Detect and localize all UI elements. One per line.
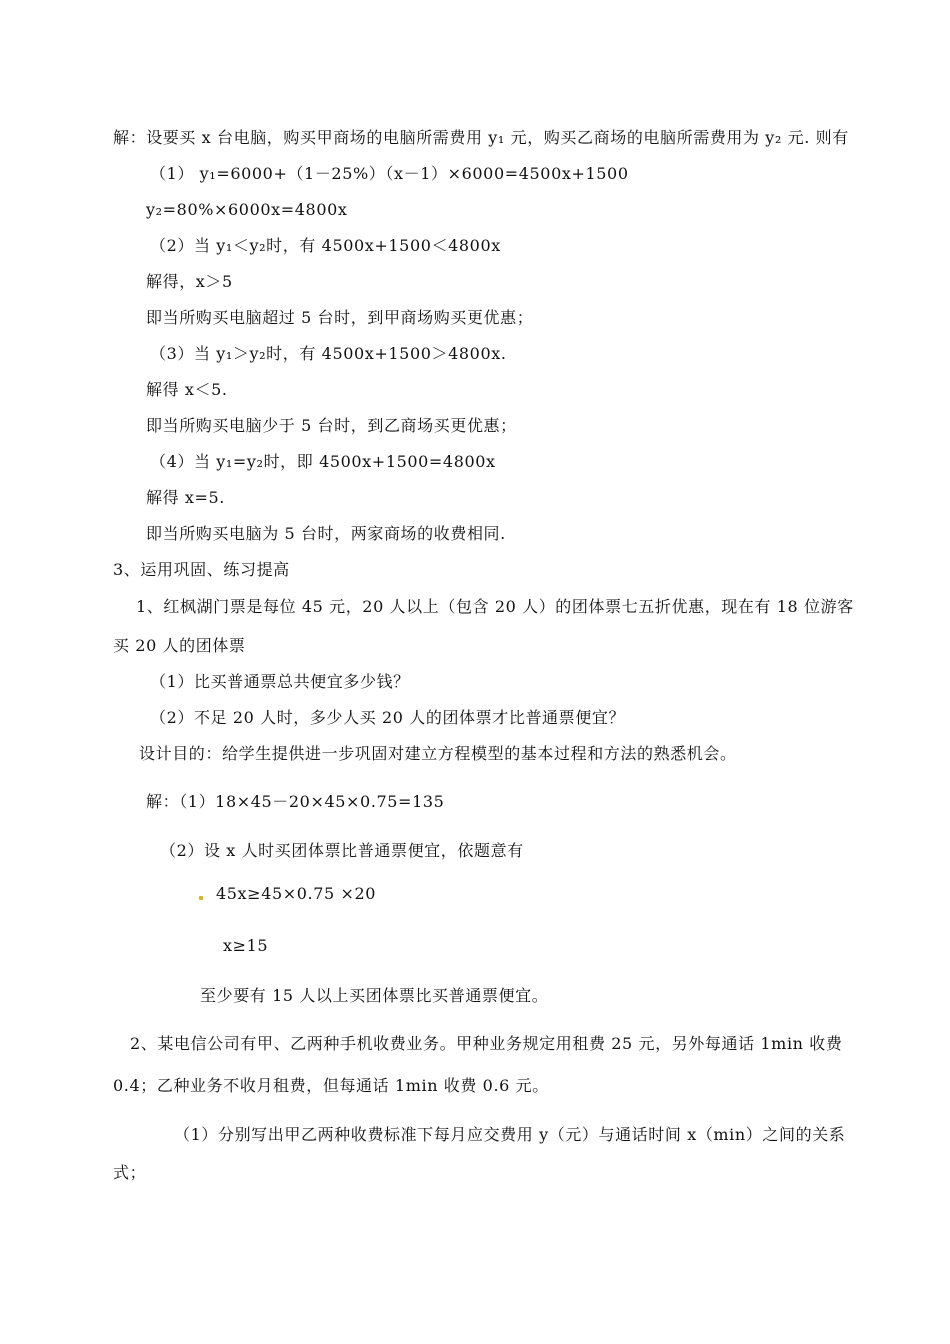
problem-2-question-1-line-1: （1）分别写出甲乙两种收费标准下每月应交费用 y（元）与通话时间 x（min）之间的关系: [174, 1125, 846, 1144]
solution-intro: 解：设要买 x 台电脑，购买甲商场的电脑所需费用 y₁ 元，购买乙商场的电脑所需费用为 y₂ 元. 则有: [113, 128, 849, 147]
problem-1-line-1: 1、红枫湖门票是每位 45 元，20 人以上（包含 20 人）的团体票七五折优惠，现在有 18 位游客: [136, 597, 854, 616]
design-purpose: 设计目的：给学生提供进一步巩固对建立方程模型的基本过程和方法的熟悉机会。: [139, 744, 737, 763]
step-3-condition: （3）当 y₁＞y₂时，有 4500x+1500＞4800x.: [150, 344, 507, 363]
step-4-condition: （4）当 y₁=y₂时，即 4500x+1500=4800x: [150, 452, 496, 471]
problem-1-line-2: 买 20 人的团体票: [113, 636, 246, 655]
problem-2-line-2: 0.4；乙种业务不收月租费，但每通话 1min 收费 0.6 元。: [113, 1076, 549, 1095]
problem-1-solution-1: 解：（1）18×45－20×45×0.75=135: [146, 792, 445, 811]
problem-1-question-2: （2）不足 20 人时，多少人买 20 人的团体票才比普通票便宜？: [150, 708, 626, 727]
problem-1-solution-2: （2）设 x 人时买团体票比普通票便宜，依题意有: [160, 841, 524, 860]
y2-formula: y₂=80%×6000x=4800x: [146, 200, 348, 219]
problem-2-question-1-line-2: 式；: [113, 1163, 147, 1182]
problem-2-line-1: 2、某电信公司有甲、乙两种手机收费业务。甲种业务规定用租费 25 元，另外每通话 1min 收费: [130, 1034, 843, 1053]
section-heading: 3、运用巩固、练习提高: [113, 560, 290, 579]
step-4-result: 解得 x=5.: [146, 488, 225, 507]
inequality-result: x≥15: [223, 936, 269, 955]
step-1-y1-formula: （1） y₁=6000+（1－25%）（x－1）×6000=4500x+1500: [150, 164, 629, 183]
step-2-condition: （2）当 y₁＜y₂时，有 4500x+1500＜4800x: [150, 236, 501, 255]
inequality: 45x≥45×0.75 ×20: [216, 884, 377, 903]
step-3-conclusion: 即当所购买电脑少于 5 台时，到乙商场买更优惠；: [146, 416, 517, 435]
step-2-conclusion: 即当所购买电脑超过 5 台时，到甲商场购买更优惠；: [146, 308, 534, 327]
problem-1-question-1: （1）比买普通票总共便宜多少钱？: [150, 672, 410, 691]
decorative-dot: [199, 896, 203, 900]
step-4-conclusion: 即当所购买电脑为 5 台时，两家商场的收费相同.: [146, 524, 506, 543]
step-3-result: 解得 x＜5.: [146, 380, 228, 399]
problem-1-conclusion: 至少要有 15 人以上买团体票比买普通票便宜。: [200, 986, 549, 1005]
step-2-result: 解得，x＞5: [146, 272, 233, 291]
